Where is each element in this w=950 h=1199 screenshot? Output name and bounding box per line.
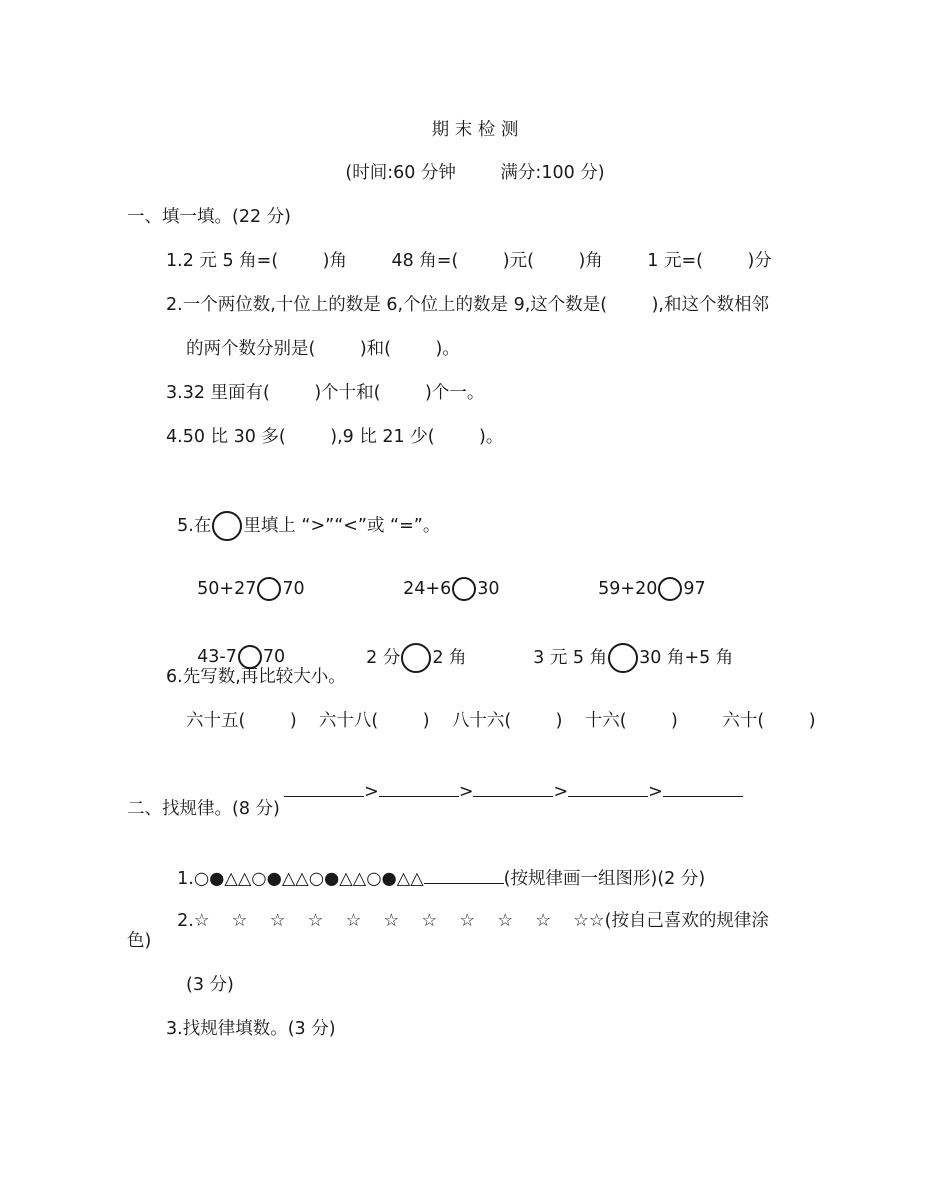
question-1-5	[166, 481, 440, 541]
greater-than-sign: >	[648, 782, 663, 802]
page-subtitle: (时间:60 分钟 满分:100 分)	[345, 163, 605, 183]
comparison-right: 97	[683, 579, 706, 599]
question-1-3: 3.32 里面有( )个十和( )个一。	[166, 383, 485, 403]
question-1-4: 4.50 比 30 多( ),9 比 21 少( )。	[166, 427, 504, 447]
question-2-1-tail: (按规律画一组图形)(2 分)	[503, 869, 706, 889]
pattern-sequence: 1.○●△△○●△△○●△△○●△△	[177, 869, 424, 889]
comparison-item	[522, 613, 733, 673]
comparison-right: 2 角	[432, 648, 467, 668]
question-1-5-prefix: 5.在	[177, 516, 212, 536]
comparison-left: 43-7	[197, 647, 237, 667]
question-2-2	[166, 885, 769, 933]
greater-than-sign: >	[553, 782, 569, 802]
comparison-item	[587, 547, 706, 603]
comparison-circle-icon[interactable]	[452, 577, 476, 601]
comparison-right: 70	[282, 579, 305, 599]
question-1-2: 2.一个两位数,十位上的数是 6,个位上的数是 9,这个数是( ),和这个数相邻	[166, 295, 769, 315]
comparison-right: 30	[477, 579, 500, 599]
answer-blank[interactable]	[663, 778, 743, 797]
question-2-2-tail: (按自己喜欢的规律涂	[604, 911, 769, 931]
comparison-item	[392, 547, 500, 603]
question-1-6: 6.先写数,再比较大小。	[166, 667, 346, 687]
greater-than-sign: >	[458, 782, 474, 802]
section-1-heading: 一、填一填。(22 分)	[127, 207, 291, 227]
comparison-item	[186, 615, 285, 671]
comparison-item	[186, 547, 305, 603]
comparison-left: 3 元 5 角	[533, 648, 608, 668]
comparison-right: 70	[262, 647, 286, 667]
comparison-right: 30 角+5 角	[639, 648, 734, 668]
answer-blank[interactable]	[473, 778, 553, 797]
question-1-5-suffix: 里填上 “>”“<”或 “=”。	[243, 516, 441, 536]
answer-blank[interactable]	[424, 865, 504, 884]
answer-blank[interactable]	[568, 778, 648, 797]
comparison-left: 50+27	[197, 579, 257, 599]
question-1-6-numbers: 六十五( ) 六十八( ) 八十六( ) 十六( ) 六十( )	[186, 711, 816, 731]
circle-answer-icon	[212, 511, 242, 541]
question-2-2-score: (3 分)	[186, 975, 234, 995]
question-1-1: 1.2 元 5 角=( )角 48 角=( )元( )角 1 元=( )分	[166, 251, 772, 271]
comparison-item	[355, 613, 467, 673]
comparison-circle-icon[interactable]	[401, 643, 431, 673]
answer-blank[interactable]	[379, 778, 459, 797]
comparison-circle-icon[interactable]	[257, 577, 281, 601]
question-2-2-wrap: 色)	[127, 931, 152, 951]
ordering-blanks	[273, 754, 743, 804]
page-title: 期 末 检 测	[431, 120, 519, 140]
greater-than-sign: >	[364, 782, 379, 802]
star-sequence: 2.☆ ☆ ☆ ☆ ☆ ☆ ☆ ☆ ☆ ☆ ☆☆	[177, 911, 605, 931]
comparison-left: 59+20	[598, 579, 658, 599]
question-2-3: 3.找规律填数。(3 分)	[166, 1019, 336, 1039]
answer-blank[interactable]	[284, 778, 364, 797]
comparison-left: 2 分	[366, 648, 401, 668]
question-2-1	[166, 841, 705, 891]
question-1-2-continued: 的两个数分别是( )和( )。	[186, 339, 460, 359]
comparison-left: 24+6	[403, 579, 452, 599]
comparison-circle-icon[interactable]	[608, 643, 638, 673]
section-2-heading: 二、找规律。(8 分)	[127, 799, 280, 819]
comparison-circle-icon[interactable]	[658, 577, 682, 601]
